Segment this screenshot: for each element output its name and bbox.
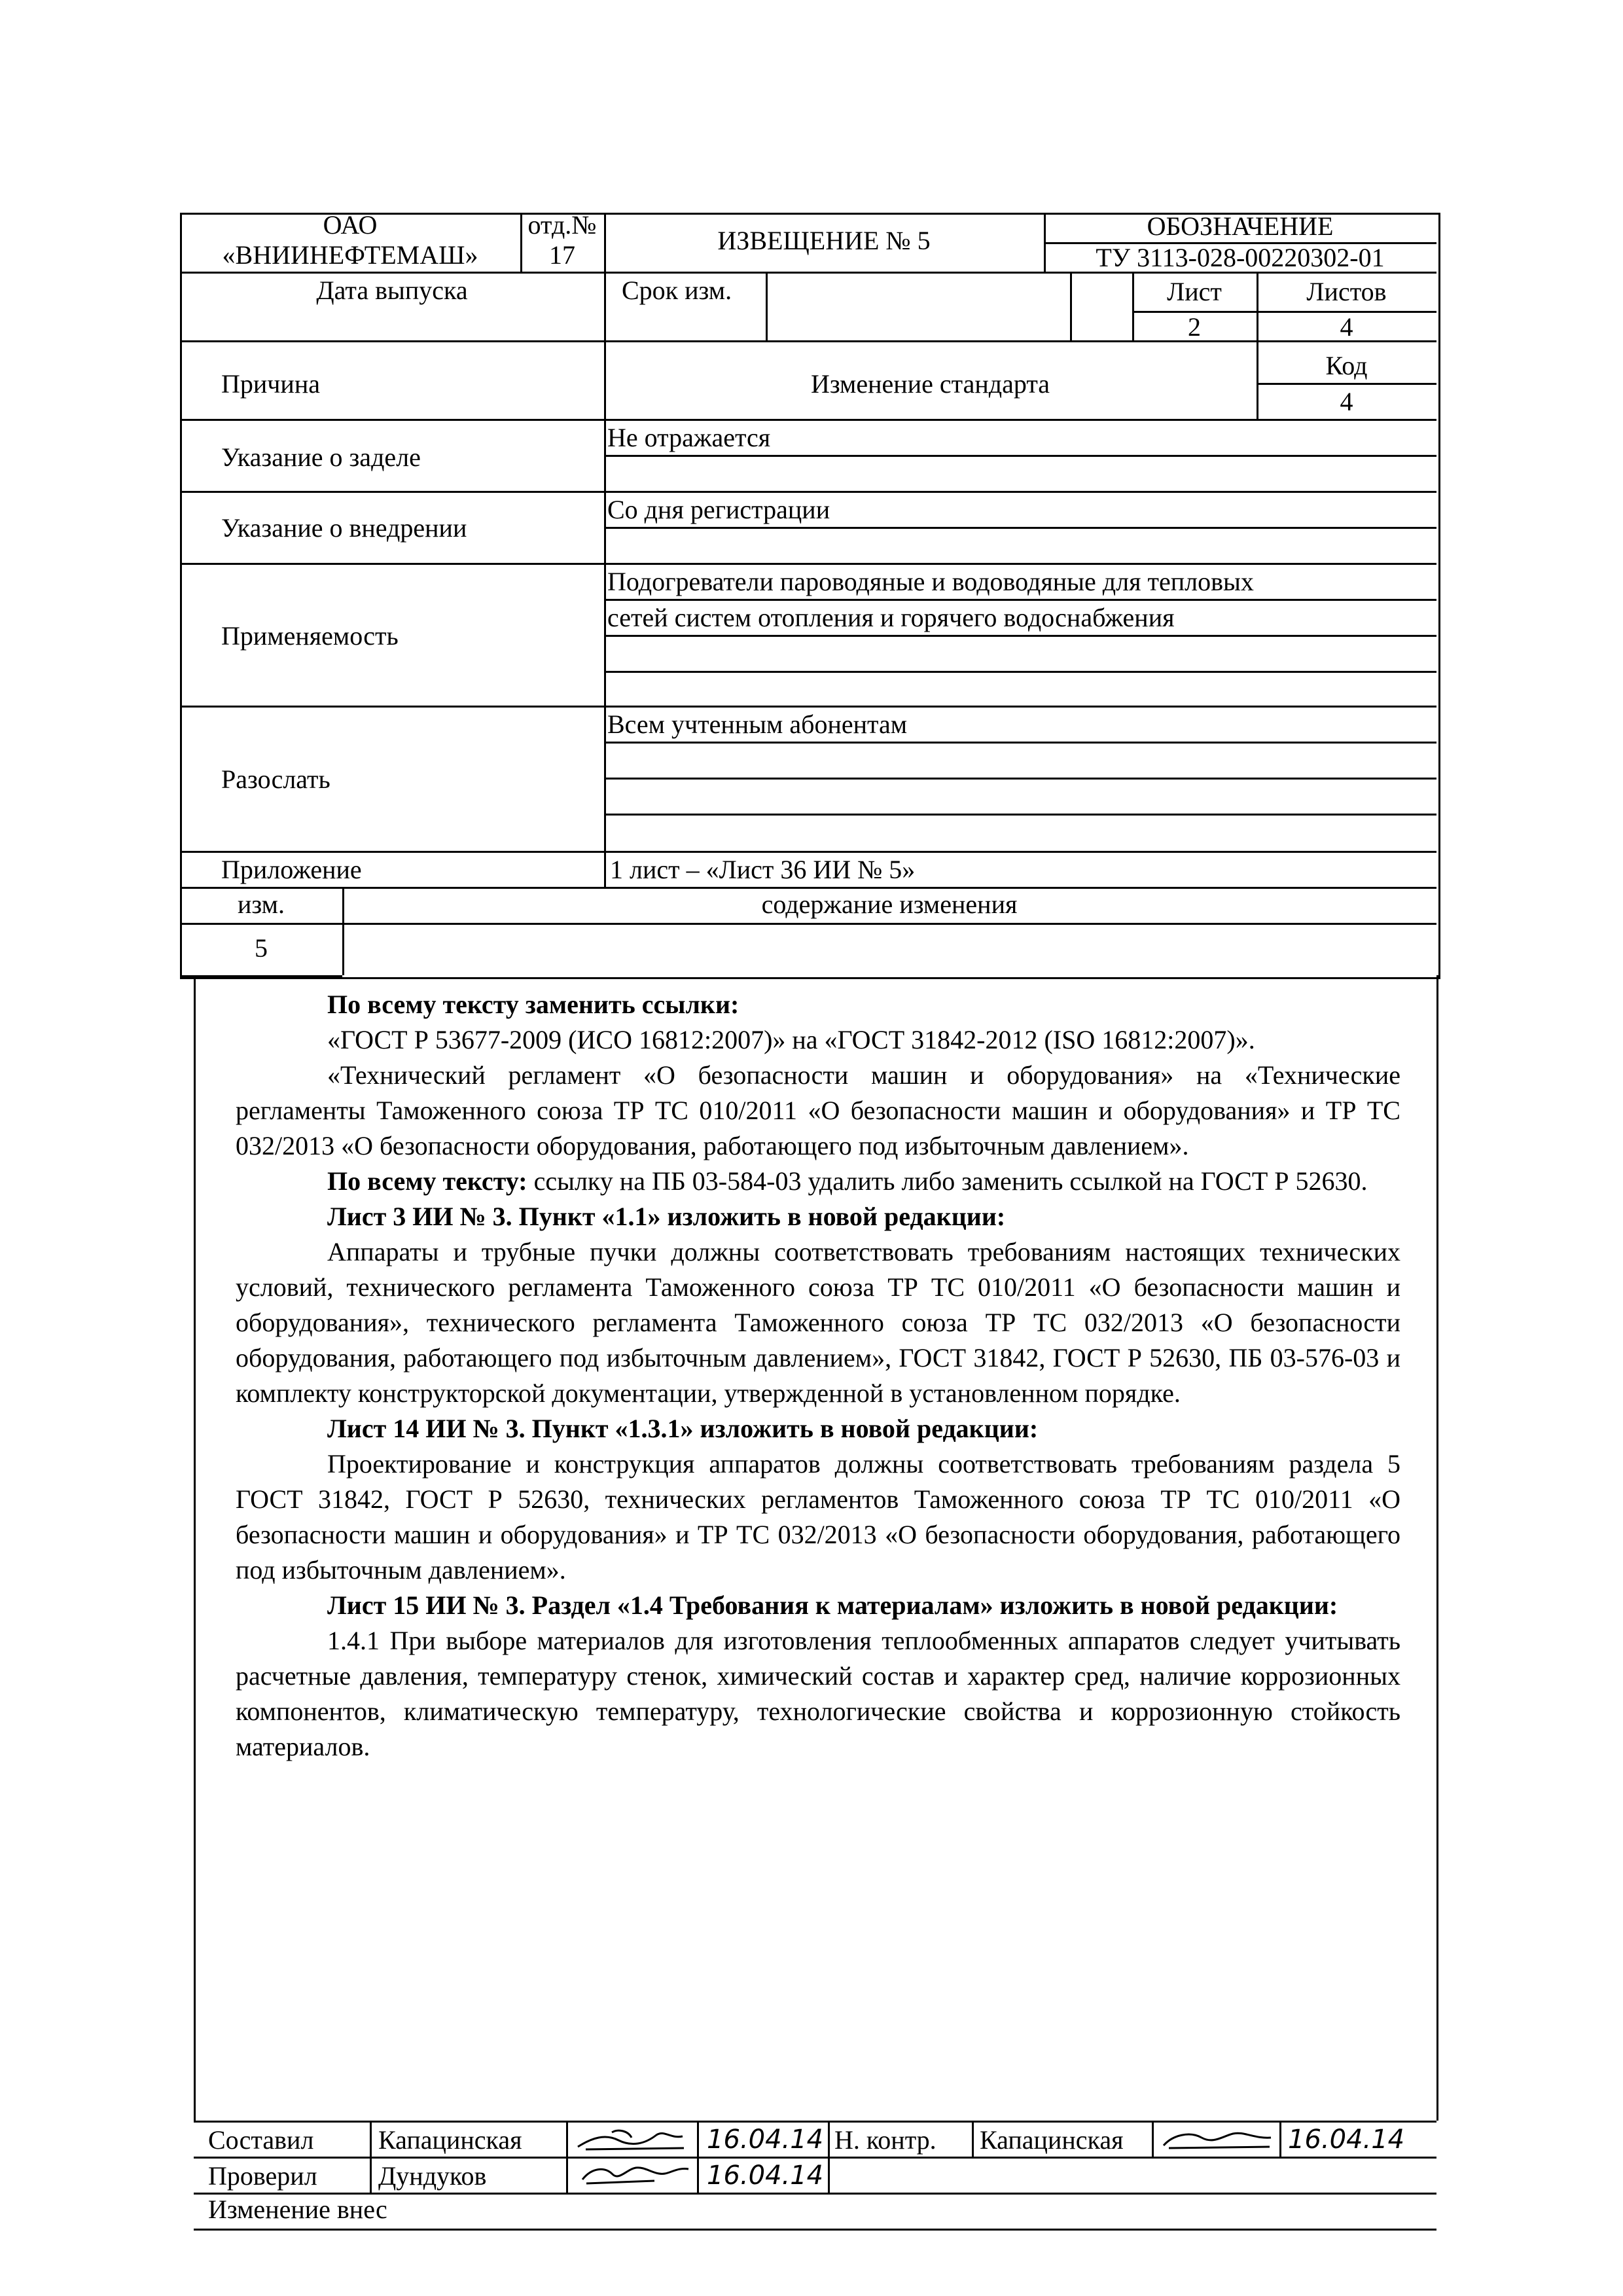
checked-date: 16.04.14 [707,2161,824,2191]
paragraph: «ГОСТ Р 53677-2009 (ИСО 16812:2007)» на «ГОСТ 31842-2012 (ISO 16812:2007)». [327,1025,1255,1054]
divider [604,814,1436,816]
backlog-label: Указание о заделе [221,442,421,472]
applicability-label: Применяемость [221,621,399,651]
content-col-label: содержание изменения [761,889,1018,919]
code-label: Код [1325,351,1368,380]
org-line1: ОАО [323,210,378,240]
paragraph: «Технический регламент «О безопасности машин и оборудования» на «Технические регламенты Таможенного союза ТР ТС 010/2011 «О безопасности машин и оборудования» и ТР ТС 032/2013 «О безопасности оборудования, работающего под избыточным давлением». [236,1060,1400,1160]
attachment-label: Приложение [221,855,362,884]
norm-control-label: Н. контр. [834,2125,936,2155]
body-left-border [194,975,196,2121]
divider [566,2121,568,2193]
sheet-label: Лист [1167,277,1222,306]
compiled-signature [573,2125,690,2155]
compiled-name: Капацинская [378,2125,522,2155]
divider [194,2121,1436,2123]
paragraph [236,1164,1400,1199]
sheets-value: 4 [1340,312,1353,342]
divider [194,2229,1436,2231]
code-value: 4 [1340,387,1353,416]
sheets-label: Листов [1306,277,1387,306]
paragraph-heading: Лист 3 ИИ № 3. Пункт «1.1» изложить в новой редакции: [327,1202,1006,1231]
divider [1257,383,1436,385]
divider [180,563,1436,565]
issue-date-label: Дата выпуска [316,276,468,305]
applicability-line1: Подогреватели пароводяные и водоводяные для тепловых [607,567,1254,596]
attachment-value: 1 лист – «Лист 36 ИИ № 5» [610,855,916,884]
checked-signature [576,2160,694,2190]
distribute-label: Разослать [221,764,330,794]
divider [180,923,1436,925]
reason-label: Причина [221,369,320,399]
divider [766,272,768,340]
paragraph: Аппараты и трубные пучки должны соответствовать требованиям настоящих технических условий, технического регламента Таможенного союза ТР ТС 010/2011 «О безопасности машин и оборудования», технического регламента Таможенного союза ТР ТС 032/2013 «О безопасности оборудования, работающего под избыточным давлением», ГОСТ 31842, ГОСТ Р 52630, ПБ 03-576-03 и комплекту конструкторской документации, утвержденной в установленном порядке. [236,1237,1400,1408]
paragraph-heading: Лист 15 ИИ № 3. Раздел «1.4 Требования к материалам» изложить в новой редакции: [327,1590,1338,1620]
change-number: 5 [255,933,268,963]
divider [697,2121,699,2193]
change-made-label: Изменение внес [208,2195,387,2224]
change-col-label: изм. [238,889,285,919]
paragraph-heading: По всему тексту заменить ссылки: [327,990,740,1019]
norm-control-name: Капацинская [980,2125,1124,2155]
label-column-divider [604,340,606,889]
checked-name: Дундуков [378,2161,487,2191]
divider [1279,2121,1281,2157]
divider [604,742,1436,744]
notice-title: ИЗВЕЩЕНИЕ № 5 [717,226,931,255]
paragraph-heading: По всему тексту: [327,1166,527,1196]
org-line2: «ВНИИНЕФТЕМАШ» [222,240,478,270]
divider [194,2157,1436,2159]
compiled-date: 16.04.14 [707,2125,824,2155]
divider [972,2121,974,2157]
body-right-border [1436,975,1438,2121]
distribute-value: Всем учтенным абонентам [607,709,908,739]
paragraph-heading: Лист 14 ИИ № 3. Пункт «1.3.1» изложить в новой редакции: [327,1414,1039,1443]
divider [828,2121,830,2193]
checked-label: Проверил [208,2161,317,2191]
divider [1152,2121,1154,2157]
change-content [236,987,1400,1765]
compiled-label: Составил [208,2125,314,2155]
implementation-label: Указание о внедрении [221,513,467,543]
designation-label: ОБОЗНАЧЕНИЕ [1147,211,1334,241]
norm-control-date: 16.04.14 [1288,2125,1405,2155]
divider [604,527,1436,529]
divider [180,419,1436,421]
divider [604,635,1436,637]
paragraph: 1.4.1 При выборе материалов для изготовления теплообменных аппаратов следует учитывать расчетные давления, температуру стенок, химический состав и характер сред, наличие коррозионных компонентов, климатическую температуру, технологические свойства и коррозионную стойкость материалов. [236,1626,1400,1761]
implementation-value: Со дня регистрации [607,495,830,524]
sheet-value: 2 [1188,312,1201,342]
dept-value: 17 [549,240,575,270]
dept-label: отд.№ [527,210,597,240]
reason-value: Изменение стандарта [810,369,1050,399]
paragraph-text: ссылку на ПБ 03-584-03 удалить либо заменить ссылкой на ГОСТ Р 52630. [527,1166,1368,1196]
divider [370,2121,372,2193]
applicability-line2: сетей систем отопления и горячего водоснабжения [607,603,1175,632]
change-term-label: Срок изм. [622,276,732,305]
divider [1070,272,1072,340]
norm-control-signature [1160,2125,1275,2155]
divider [180,851,1436,853]
backlog-value: Не отражается [607,423,771,452]
divider [180,706,1436,708]
designation-value: ТУ 3113-028-00220302-01 [1096,243,1385,272]
divider [604,778,1436,780]
paragraph: Проектирование и конструкция аппаратов должны соответствовать требованиям раздела 5 ГОСТ 31842, ГОСТ Р 52630, технических регламентов Таможенного союза ТР ТС 010/2011 «О безопасности машин и оборудования» и ТР ТС 032/2013 «О безопасности оборудования, работающего под избыточным давлением». [236,1449,1400,1585]
divider [604,671,1436,673]
divider [604,599,1436,601]
divider [180,491,1436,493]
divider [604,455,1436,457]
divider [180,975,342,977]
